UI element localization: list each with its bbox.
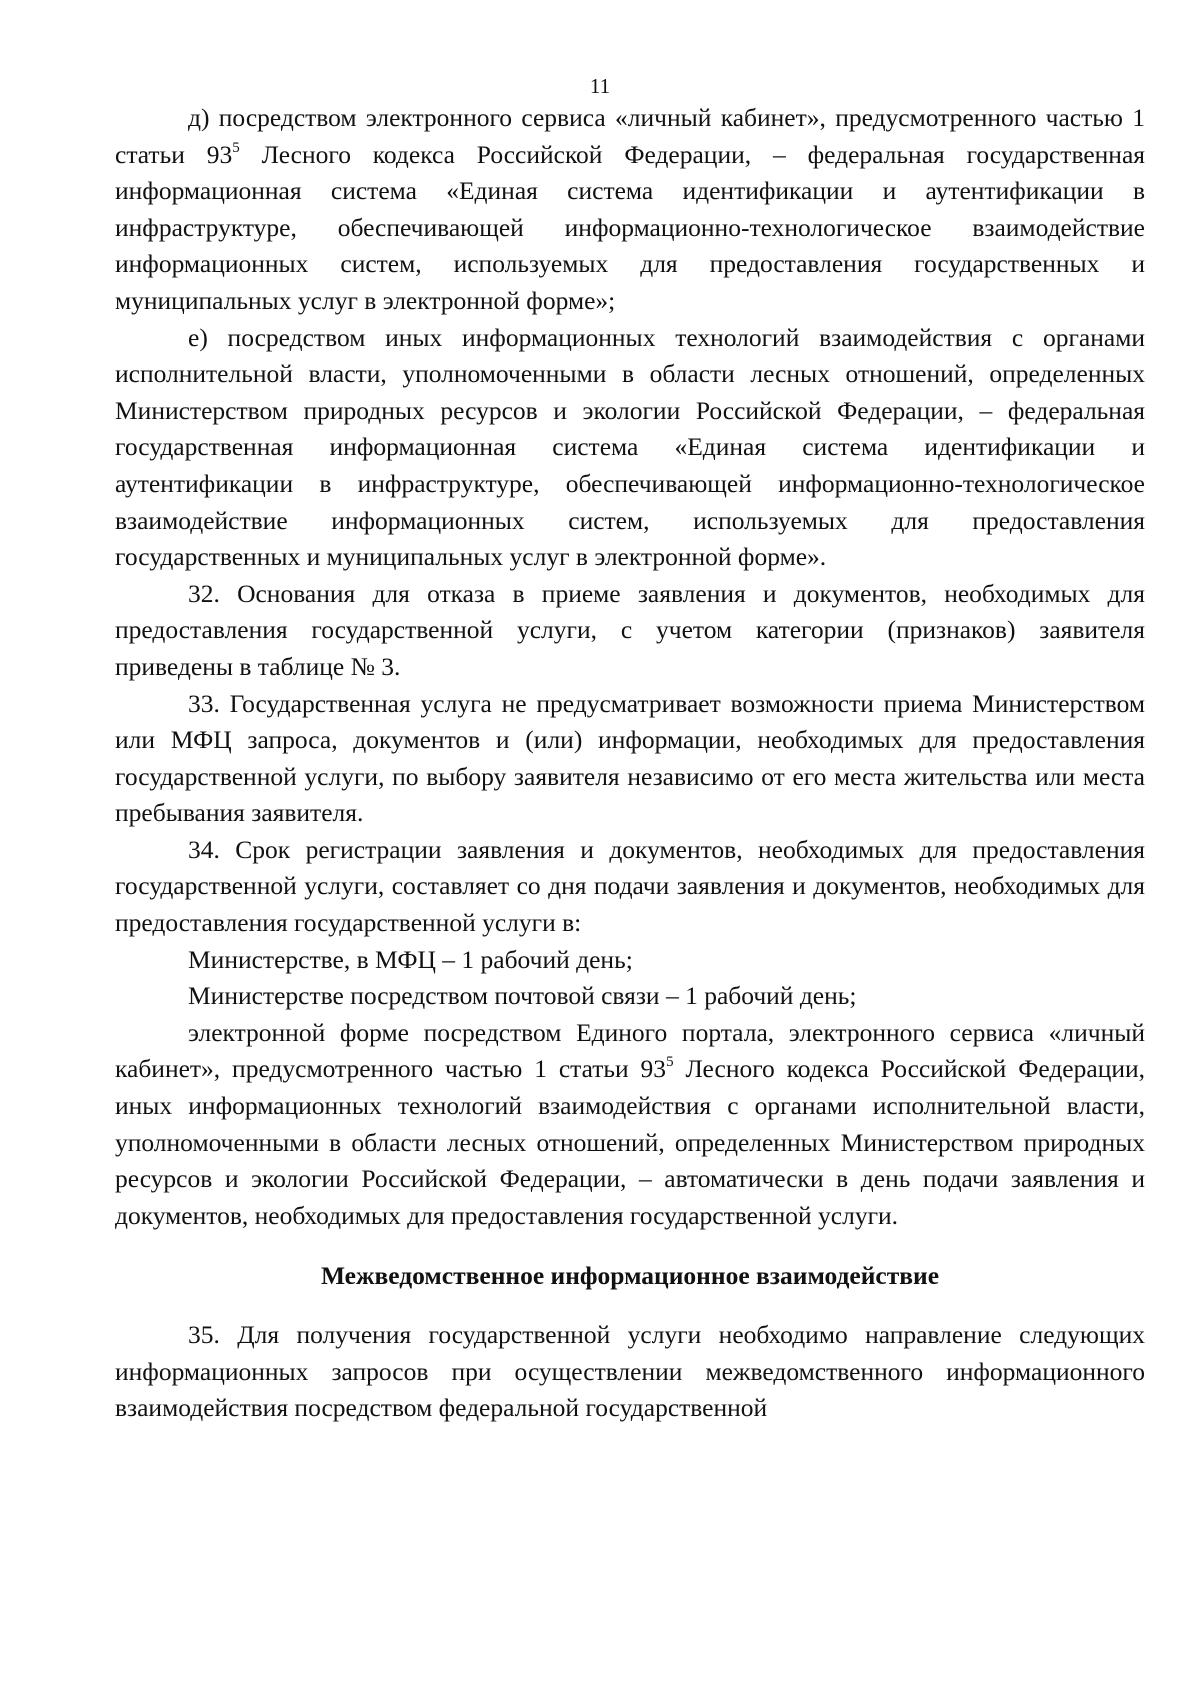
paragraph-33: 33. Государственная услуга не предусматривает возможности приема Министерством или МФЦ запроса, документов и (или) информации, необходимых для предоставления государственной услуги, по выбору заявителя независимо от его места жительства или места пребывания заявителя. [115, 688, 1145, 828]
paragraph-34-item-3-text-b: Лесного кодекса Российской Федерации, иных информационных технологий взаимодействия с органами исполнительной власти, уполномоченными в области лесных отношений, определенных Министерством природных ресурсов и экологии Российской Федерации, – автоматически в день подачи заявления и документов, необходимых для предоставления государственной услуги. [115, 1054, 1146, 1230]
paragraph-32: 32. Основания для отказа в приеме заявления и документов, необходимых для предоставления государственной услуги, с учетом категории (признаков) заявителя приведены в таблице № 3. [115, 578, 1145, 681]
paragraph-e: е) посредством иных информационных технологий взаимодействия с органами исполнительной власти, уполномоченными в области лесных отношений, определенных Министерством природных ресурсов и экологии Российской Федерации, – федеральная государственная информационная система «Единая система идентификации и аутентификации в инфраструктуре, обеспечивающей информационно-технологическое взаимодействие информационных систем, используемых для предоставления государственных и муниципальных услуг в электронной форме». [115, 322, 1145, 572]
superscript-article-5-second: 5 [666, 1054, 674, 1071]
section-heading: Межведомственное информационное взаимодействие [320, 1261, 940, 1291]
paragraph-34-item-3-text-a: электронной форме посредством Единого портала, электронного сервиса «личный кабинет», предусмотренного частью 1 статьи 93 [115, 1017, 1145, 1084]
paragraph-34: 34. Срок регистрации заявления и документов, необходимых для предоставления государственной услуги, составляет со дня подачи заявления и документов, необходимых для предоставления государственной услуги в: [115, 834, 1145, 938]
document-body [115, 100, 1145, 1427]
paragraph-34-item-2: Министерстве посредством почтовой связи – 1 рабочий день; [188, 981, 857, 1011]
paragraph-d-text-b: Лесного кодекса Российской Федерации, – федеральная государственная информационная система «Единая система идентификации и аутентификации в инфраструктуре, обеспечивающей информационно-технологическое взаимодействие информационных систем, используемых для предоставления государственных и муниципальных услуг в электронной форме»; [115, 139, 1145, 315]
superscript-article-5: 5 [232, 139, 240, 156]
paragraph-34-item-1: Министерстве, в МФЦ – 1 рабочий день; [188, 944, 633, 974]
paragraph-35: 35. Для получения государственной услуги необходимо направление следующих информационных запросов при осуществлении межведомственного информационного взаимодействия посредством федеральной государственной [115, 1320, 1145, 1423]
paragraph-34-item-3 [115, 1015, 1145, 1235]
paragraph-d [115, 100, 1145, 320]
page-number: 11 [589, 74, 611, 98]
paragraph-d-text-a: д) посредством электронного сервиса «личный кабинет», предусмотренного частью 1 статьи 93 [115, 103, 1145, 169]
